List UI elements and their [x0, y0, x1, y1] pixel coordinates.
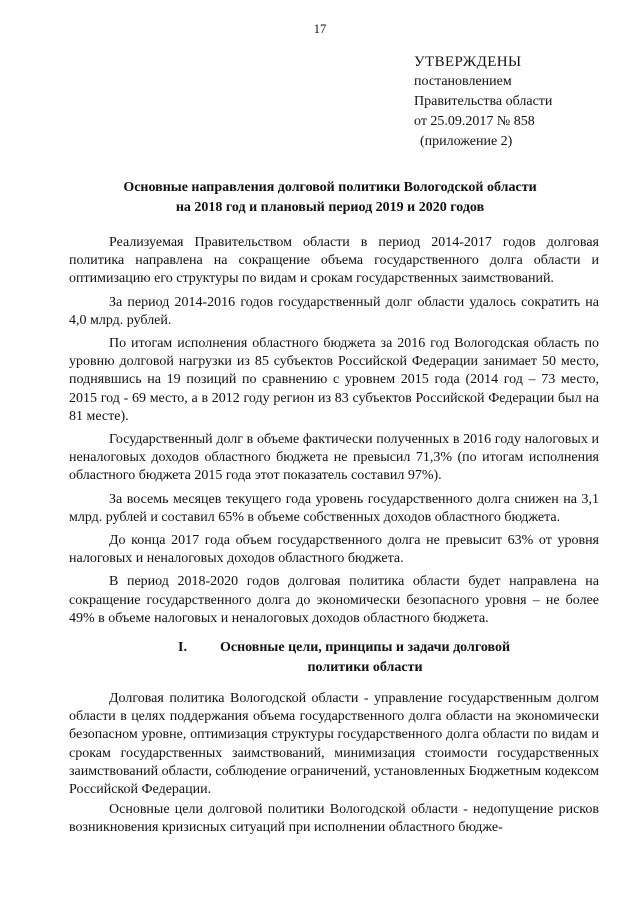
- document-title: [40, 178, 620, 218]
- section-heading: [60, 638, 600, 678]
- paragraph: Государственный долг в объеме фактически полученных в 2016 году налоговых и неналоговых доходов областного бюджета не превысил 71,3% (по итогам исполнения областного бюджета 2015 года этот показатель составил 97%).: [69, 432, 599, 484]
- section-number: I.: [178, 640, 187, 655]
- approval-line: Правительства области: [414, 94, 553, 109]
- title-line: на 2018 год и плановый период 2019 и 2020 годов: [175, 200, 485, 215]
- intro-text: [69, 234, 599, 633]
- section-title-line: Основные цели, принципы и задачи долговой: [219, 640, 511, 655]
- title-line: Основные направления долговой политики Вологодской области: [123, 180, 537, 195]
- paragraph: В период 2018-2020 годов долговая политика области будет направлена на сокращение государственного долга до экономически безопасного уровня – не более 49% в объеме налоговых и неналоговых доходов областного бюджета.: [69, 574, 599, 626]
- page-number: 17: [313, 22, 327, 36]
- paragraph: По итогам исполнения областного бюджета за 2016 год Вологодская область по уровню долговой нагрузки из 85 субъектов Российской Федерации занимает 50 место, поднявшись на 19 позиций по сравнению с уровнем 2015 года (2014 год – 73 место, 2015 год - 69 место, а в 2012 году регион из 83 субъектов Российской Федерации был на 81 месте).: [69, 336, 599, 424]
- paragraph: За восемь месяцев текущего года уровень государственного долга снижен на 3,1 млрд. рублей и составил 65% в объеме собственных доходов областного бюджета.: [69, 491, 599, 525]
- approval-heading: УТВЕРЖДЕНЫ: [414, 54, 522, 70]
- section-title-line: политики области: [307, 660, 423, 675]
- paragraph: До конца 2017 года объем государственного долга не превысит 63% от уровня налоговых и неналоговых доходов областного бюджета.: [69, 533, 599, 567]
- paragraph: Долговая политика Вологодской области - управление государственным долгом области в целях поддержания объема государственного долга области на экономически безопасном уровне, оптимизация структуры государственного долга области по видам и срокам государственных заимствований, минимизация стоимости государственных заимствований области, соблюдение ограничений, установленных Бюджетным кодексом Российской Федерации.: [69, 691, 599, 798]
- paragraph: Основные цели долговой политики Вологодской области - недопущение рисков возникновения кризисных ситуаций при исполнении областного бюдже-: [69, 802, 599, 836]
- approval-block: [414, 52, 552, 152]
- approval-date-line: от 25.09.2017 № 858: [414, 114, 535, 129]
- paragraph: Реализуемая Правительством области в период 2014-2017 годов долговая политика направлена на сокращение объема государственного долга области и оптимизацию его структуры по видам и срокам государственных заимствований.: [69, 235, 599, 287]
- approval-appendix-line: (приложение 2): [420, 134, 513, 149]
- approval-line: постановлением: [414, 74, 512, 89]
- section-text: [69, 690, 599, 840]
- paragraph: За период 2014-2016 годов государственный долг области удалось сократить на 4,0 млрд. рублей.: [69, 294, 599, 328]
